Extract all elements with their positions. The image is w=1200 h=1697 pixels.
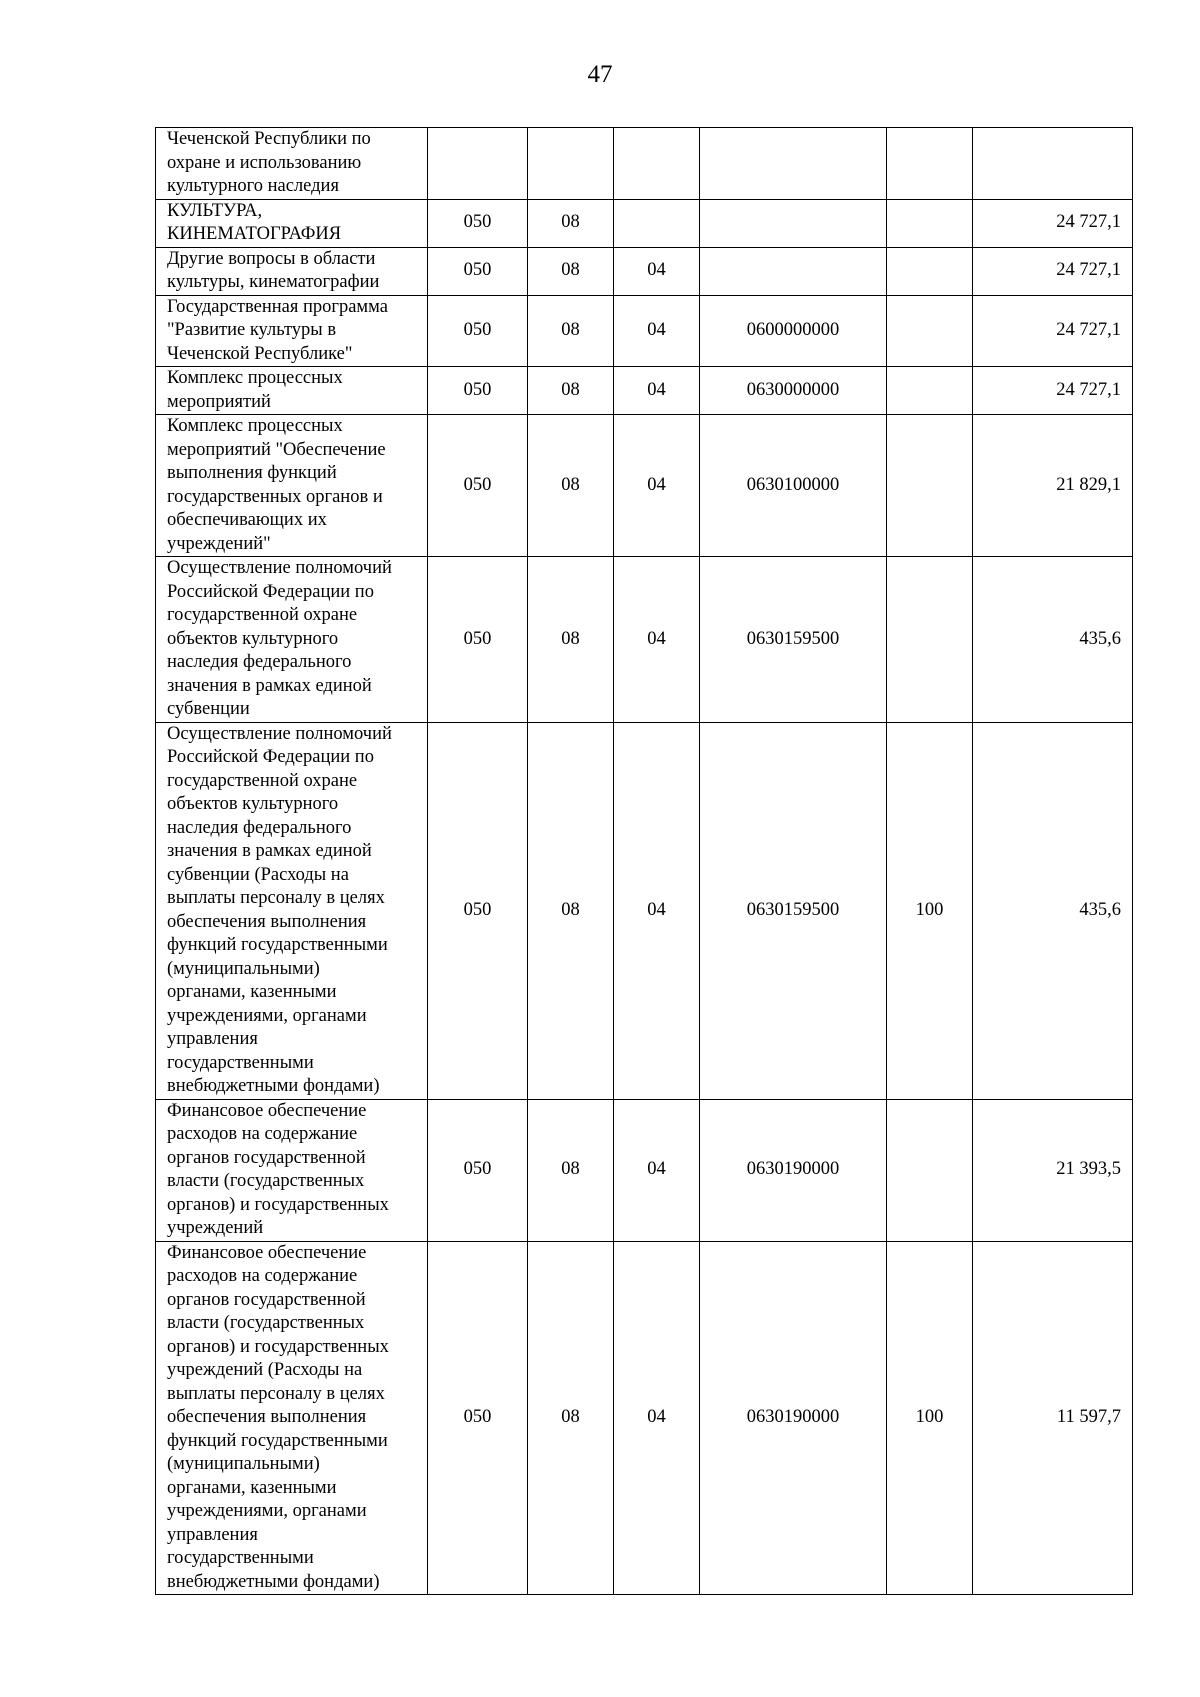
budget-table	[155, 127, 1133, 1595]
row-name-cell: Чеченской Республики по охране и использованию культурного наследия	[156, 128, 428, 200]
pr-cell: 04	[614, 295, 700, 367]
gr-cell: 050	[428, 415, 528, 557]
rz-cell: 08	[528, 1241, 614, 1595]
page-number: 47	[587, 61, 613, 88]
table-row	[156, 1099, 1133, 1241]
rz-cell: 08	[528, 295, 614, 367]
amount-cell: 11 597,7	[973, 1241, 1133, 1595]
pr-cell	[614, 199, 700, 247]
amount-cell: 24 727,1	[973, 295, 1133, 367]
table-row	[156, 415, 1133, 557]
rz-cell: 08	[528, 415, 614, 557]
row-name-cell: Комплекс процессных мероприятий "Обеспечение выполнения функций государственных органов и обеспечивающих их учреждений"	[156, 415, 428, 557]
pr-cell: 04	[614, 367, 700, 415]
vr-cell	[887, 199, 973, 247]
gr-cell: 050	[428, 367, 528, 415]
csr-cell	[700, 199, 887, 247]
csr-cell: 0630000000	[700, 367, 887, 415]
rz-cell: 08	[528, 557, 614, 723]
gr-cell	[428, 128, 528, 200]
rz-cell: 08	[528, 1099, 614, 1241]
csr-cell: 0630100000	[700, 415, 887, 557]
table-row	[156, 295, 1133, 367]
vr-cell	[887, 367, 973, 415]
gr-cell: 050	[428, 557, 528, 723]
row-name-cell: Финансовое обеспечение расходов на содержание органов государственной власти (государственных органов) и государственных учреждений	[156, 1099, 428, 1241]
csr-cell: 0630159500	[700, 557, 887, 723]
pr-cell: 04	[614, 1099, 700, 1241]
vr-cell	[887, 247, 973, 295]
vr-cell	[887, 415, 973, 557]
row-name-cell: Осуществление полномочий Российской Федерации по государственной охране объектов культурного наследия федерального значения в рамках единой субвенции (Расходы на выплаты персоналу в целях обеспечения выполнения функций государственными (муниципальными) органами, казенными учреждениями, органами управления государственными внебюджетными фондами)	[156, 722, 428, 1099]
row-name-cell: Осуществление полномочий Российской Федерации по государственной охране объектов культурного наследия федерального значения в рамках единой субвенции	[156, 557, 428, 723]
row-name-cell: Государственная программа "Развитие культуры в Чеченской Республике"	[156, 295, 428, 367]
amount-cell: 435,6	[973, 722, 1133, 1099]
row-name-cell: Другие вопросы в области культуры, кинематографии	[156, 247, 428, 295]
vr-cell: 100	[887, 722, 973, 1099]
csr-cell	[700, 128, 887, 200]
table-row	[156, 557, 1133, 723]
rz-cell	[528, 128, 614, 200]
pr-cell: 04	[614, 415, 700, 557]
vr-cell	[887, 128, 973, 200]
rz-cell: 08	[528, 367, 614, 415]
gr-cell: 050	[428, 1241, 528, 1595]
pr-cell: 04	[614, 1241, 700, 1595]
amount-cell: 24 727,1	[973, 367, 1133, 415]
amount-cell: 24 727,1	[973, 247, 1133, 295]
gr-cell: 050	[428, 247, 528, 295]
pr-cell: 04	[614, 247, 700, 295]
amount-cell: 24 727,1	[973, 199, 1133, 247]
table-row	[156, 1241, 1133, 1595]
row-name-cell: КУЛЬТУРА, КИНЕМАТОГРАФИЯ	[156, 199, 428, 247]
rz-cell: 08	[528, 247, 614, 295]
gr-cell: 050	[428, 1099, 528, 1241]
pr-cell: 04	[614, 557, 700, 723]
table-row	[156, 199, 1133, 247]
amount-cell: 21 829,1	[973, 415, 1133, 557]
csr-cell	[700, 247, 887, 295]
vr-cell	[887, 557, 973, 723]
table-row	[156, 247, 1133, 295]
table-row	[156, 722, 1133, 1099]
amount-cell: 435,6	[973, 557, 1133, 723]
csr-cell: 0600000000	[700, 295, 887, 367]
amount-cell	[973, 128, 1133, 200]
pr-cell: 04	[614, 722, 700, 1099]
table-row	[156, 128, 1133, 200]
gr-cell: 050	[428, 199, 528, 247]
vr-cell	[887, 1099, 973, 1241]
vr-cell: 100	[887, 1241, 973, 1595]
row-name-cell: Финансовое обеспечение расходов на содержание органов государственной власти (государственных органов) и государственных учреждений (Расходы на выплаты персоналу в целях обеспечения выполнения функций государственными (муниципальными) органами, казенными учреждениями, органами управления государственными внебюджетными фондами)	[156, 1241, 428, 1595]
rz-cell: 08	[528, 199, 614, 247]
csr-cell: 0630190000	[700, 1099, 887, 1241]
gr-cell: 050	[428, 722, 528, 1099]
table-row	[156, 367, 1133, 415]
vr-cell	[887, 295, 973, 367]
amount-cell: 21 393,5	[973, 1099, 1133, 1241]
gr-cell: 050	[428, 295, 528, 367]
csr-cell: 0630159500	[700, 722, 887, 1099]
pr-cell	[614, 128, 700, 200]
rz-cell: 08	[528, 722, 614, 1099]
row-name-cell: Комплекс процессных мероприятий	[156, 367, 428, 415]
csr-cell: 0630190000	[700, 1241, 887, 1595]
